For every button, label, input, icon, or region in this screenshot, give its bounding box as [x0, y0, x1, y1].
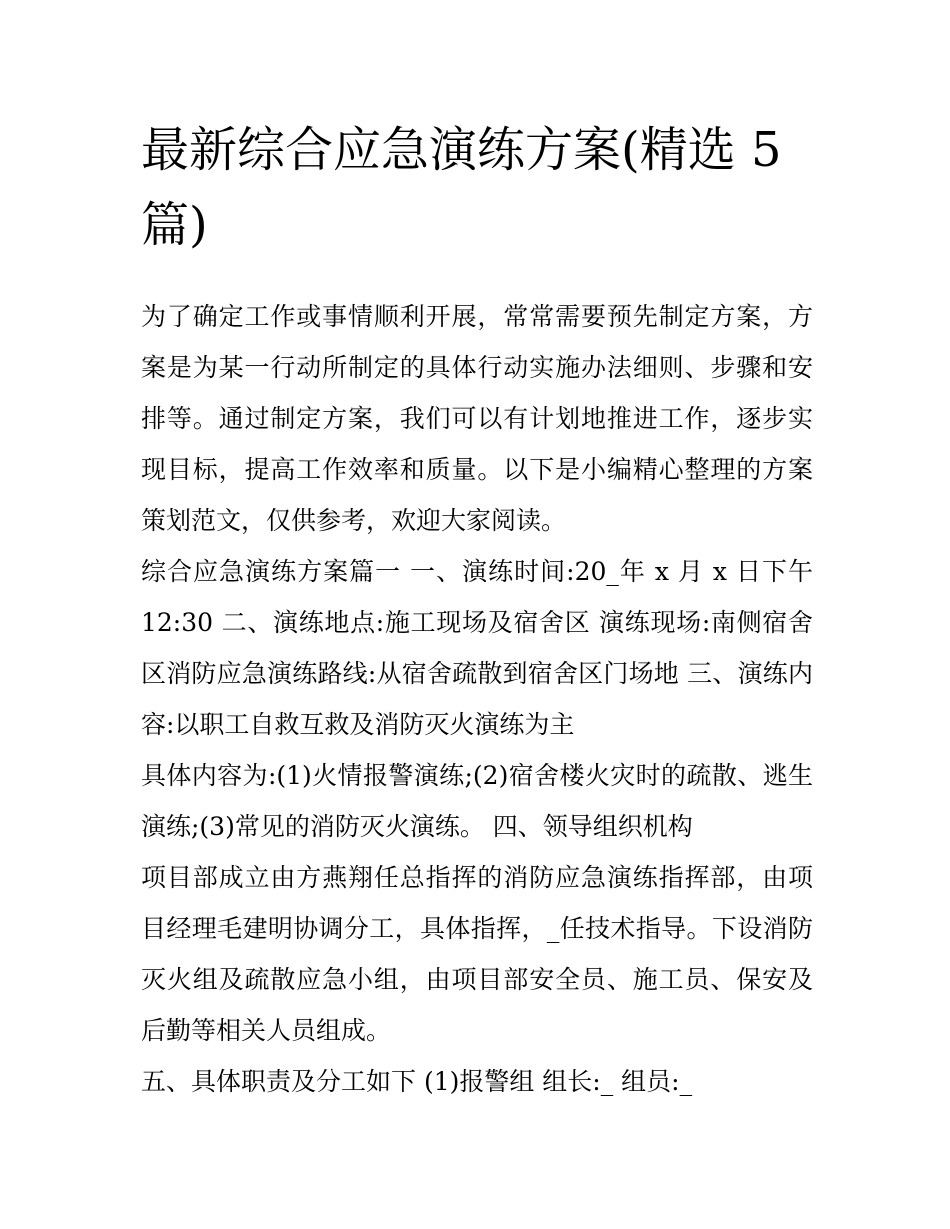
- drill-content-paragraph: 具体内容为:(1)火情报警演练;(2)宿舍楼火灾时的疏散、逃生演练;(3)常见的消防灭火演练。 四、领导组织机构: [141, 761, 813, 841]
- plan-details-paragraph: 综合应急演练方案篇一 一、演练时间:20_年 x 月 x 日下午 12:30 二、演练地点:施工现场及宿舍区 演练现场:南侧宿舍区消防应急演练路线:从宿舍疏散到宿舍区门场地 三、演练内容:以职工自救互救及消防灭火演练为主: [141, 557, 813, 739]
- duties-paragraph: 五、具体职责及分工如下 (1)报警组 组长:_ 组员:_: [141, 1067, 693, 1096]
- intro-paragraph: 为了确定工作或事情顺利开展，常常需要预先制定方案，方案是为某一行动所制定的具体行动实施办法细则、步骤和安排等。通过制定方案，我们可以有计划地推进工作，逐步实现目标，提高工作效率和质量。以下是小编精心整理的方案策划范文，仅供参考，欢迎大家阅读。: [141, 302, 813, 535]
- document-title: 最新综合应急演练方案(精选 5 篇): [141, 122, 782, 253]
- organization-paragraph: 项目部成立由方燕翔任总指挥的消防应急演练指挥部，由项目经理毛建明协调分工，具体指挥，_任技术指导。下设消防灭火组及疏散应急小组，由项目部安全员、施工员、保安及后勤等相关人员组成。: [141, 863, 813, 1045]
- document-body: [141, 113, 813, 1107]
